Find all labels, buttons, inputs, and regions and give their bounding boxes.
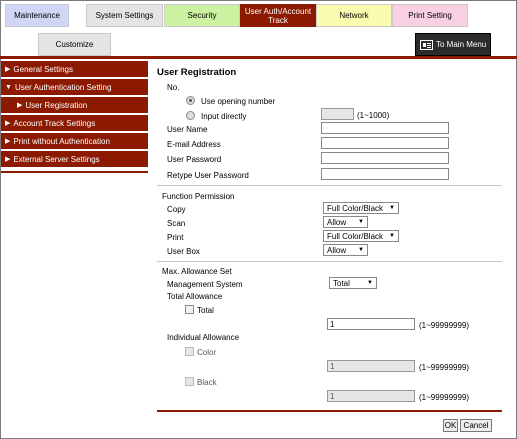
triangle-right-icon: ▶ xyxy=(5,120,11,127)
color-checkbox[interactable] xyxy=(185,347,194,356)
sidebar-item-external-server-settings[interactable] xyxy=(1,151,148,167)
sidebar-item-user-registration[interactable] xyxy=(1,97,148,113)
user-password-label: User Password xyxy=(167,155,222,164)
sidebar xyxy=(1,61,148,169)
direct-number-input[interactable] xyxy=(321,108,354,120)
dropdown-arrow-icon: ▼ xyxy=(358,219,364,225)
sidebar-item-label: Account Track Settings xyxy=(13,118,96,128)
color-allowance-input[interactable] xyxy=(327,360,415,372)
copy-select[interactable] xyxy=(323,202,399,214)
dropdown-arrow-icon: ▼ xyxy=(358,247,364,253)
total-label: Total xyxy=(197,306,214,315)
tab-network[interactable]: Network xyxy=(316,4,392,27)
to-main-menu-label: To Main Menu xyxy=(436,40,487,49)
copy-label: Copy xyxy=(167,205,186,214)
tab-maintenance[interactable]: Maintenance xyxy=(5,4,69,27)
triangle-right-icon: ▶ xyxy=(5,156,11,163)
sidebar-item-account-track-settings[interactable] xyxy=(1,115,148,131)
sidebar-item-label: User Registration xyxy=(25,100,88,110)
black-allowance-input[interactable] xyxy=(327,390,415,402)
sidebar-item-label: External Server Settings xyxy=(13,154,100,164)
black-label: Black xyxy=(197,378,217,387)
email-label: E-mail Address xyxy=(167,140,221,149)
page-title: User Registration xyxy=(157,67,237,78)
tab-print-setting[interactable]: Print Setting xyxy=(392,4,468,27)
triangle-right-icon: ▶ xyxy=(17,102,23,109)
sidebar-divider xyxy=(1,171,148,173)
total-checkbox[interactable] xyxy=(185,305,194,314)
user-box-select-value: Allow xyxy=(327,245,347,255)
total-allowance-input[interactable] xyxy=(327,318,415,330)
no-label: No. xyxy=(167,83,180,92)
to-main-menu-button[interactable] xyxy=(415,33,491,56)
dropdown-arrow-icon: ▼ xyxy=(389,205,395,211)
sidebar-item-user-authentication-setting[interactable] xyxy=(1,79,148,95)
cancel-button[interactable]: Cancel xyxy=(460,419,492,432)
scan-label: Scan xyxy=(167,219,186,228)
tab-security[interactable]: Security xyxy=(164,4,240,27)
color-range: (1~99999999) xyxy=(419,363,470,372)
ok-button[interactable]: OK xyxy=(444,421,457,430)
individual-allowance-heading: Individual Allowance xyxy=(167,333,240,342)
use-opening-number-radio[interactable] xyxy=(186,96,195,105)
tab-system-settings[interactable]: System Settings xyxy=(86,4,163,27)
print-select-value: Full Color/Black xyxy=(327,231,384,241)
copy-select-value: Full Color/Black xyxy=(327,203,384,213)
tab-customize[interactable]: Customize xyxy=(38,33,111,56)
retype-password-input[interactable] xyxy=(321,168,449,180)
dropdown-arrow-icon: ▼ xyxy=(389,233,395,239)
user-box-label: User Box xyxy=(167,247,200,256)
sidebar-item-label: General Settings xyxy=(13,64,73,74)
input-directly-label: Input directly xyxy=(201,112,247,121)
direct-number-range: (1~1000) xyxy=(357,111,390,120)
color-label: Color xyxy=(197,348,217,357)
scan-select-value: Allow xyxy=(327,217,347,227)
management-system-value: Total xyxy=(333,278,350,288)
dropdown-arrow-icon: ▼ xyxy=(367,280,373,286)
triangle-down-icon: ▼ xyxy=(5,83,12,91)
sidebar-item-label: Print without Authentication xyxy=(13,136,110,146)
management-system-select[interactable] xyxy=(329,277,377,289)
scan-select[interactable] xyxy=(323,216,368,228)
sidebar-item-label: User Authentication Setting xyxy=(14,82,112,92)
tab-user-auth-account-track[interactable]: User Auth/Account Track xyxy=(240,4,316,27)
retype-password-label: Retype User Password xyxy=(167,171,249,180)
triangle-right-icon: ▶ xyxy=(5,66,11,73)
user-password-input[interactable] xyxy=(321,152,449,164)
footer-divider xyxy=(157,410,502,412)
function-permission-heading: Function Permission xyxy=(162,192,235,201)
management-system-label: Management System xyxy=(167,280,243,289)
input-directly-radio[interactable] xyxy=(186,111,195,120)
black-checkbox[interactable] xyxy=(185,377,194,386)
use-opening-number-label: Use opening number xyxy=(201,97,276,106)
user-name-label: User Name xyxy=(167,125,208,134)
header-divider xyxy=(0,56,517,59)
triangle-right-icon: ▶ xyxy=(5,138,11,145)
print-label: Print xyxy=(167,233,184,242)
print-select[interactable] xyxy=(323,230,399,242)
user-box-select[interactable] xyxy=(323,244,368,256)
total-range: (1~99999999) xyxy=(419,321,470,330)
sidebar-item-print-without-authentication[interactable] xyxy=(1,133,148,149)
max-allowance-heading: Max. Allowance Set xyxy=(162,267,232,276)
black-range: (1~99999999) xyxy=(419,393,470,402)
main-menu-icon xyxy=(420,40,433,50)
section-divider xyxy=(157,185,502,186)
sidebar-item-general-settings[interactable] xyxy=(1,61,148,77)
user-name-input[interactable] xyxy=(321,122,449,134)
email-input[interactable] xyxy=(321,137,449,149)
total-allowance-heading: Total Allowance xyxy=(167,292,223,301)
section-divider xyxy=(157,261,502,262)
